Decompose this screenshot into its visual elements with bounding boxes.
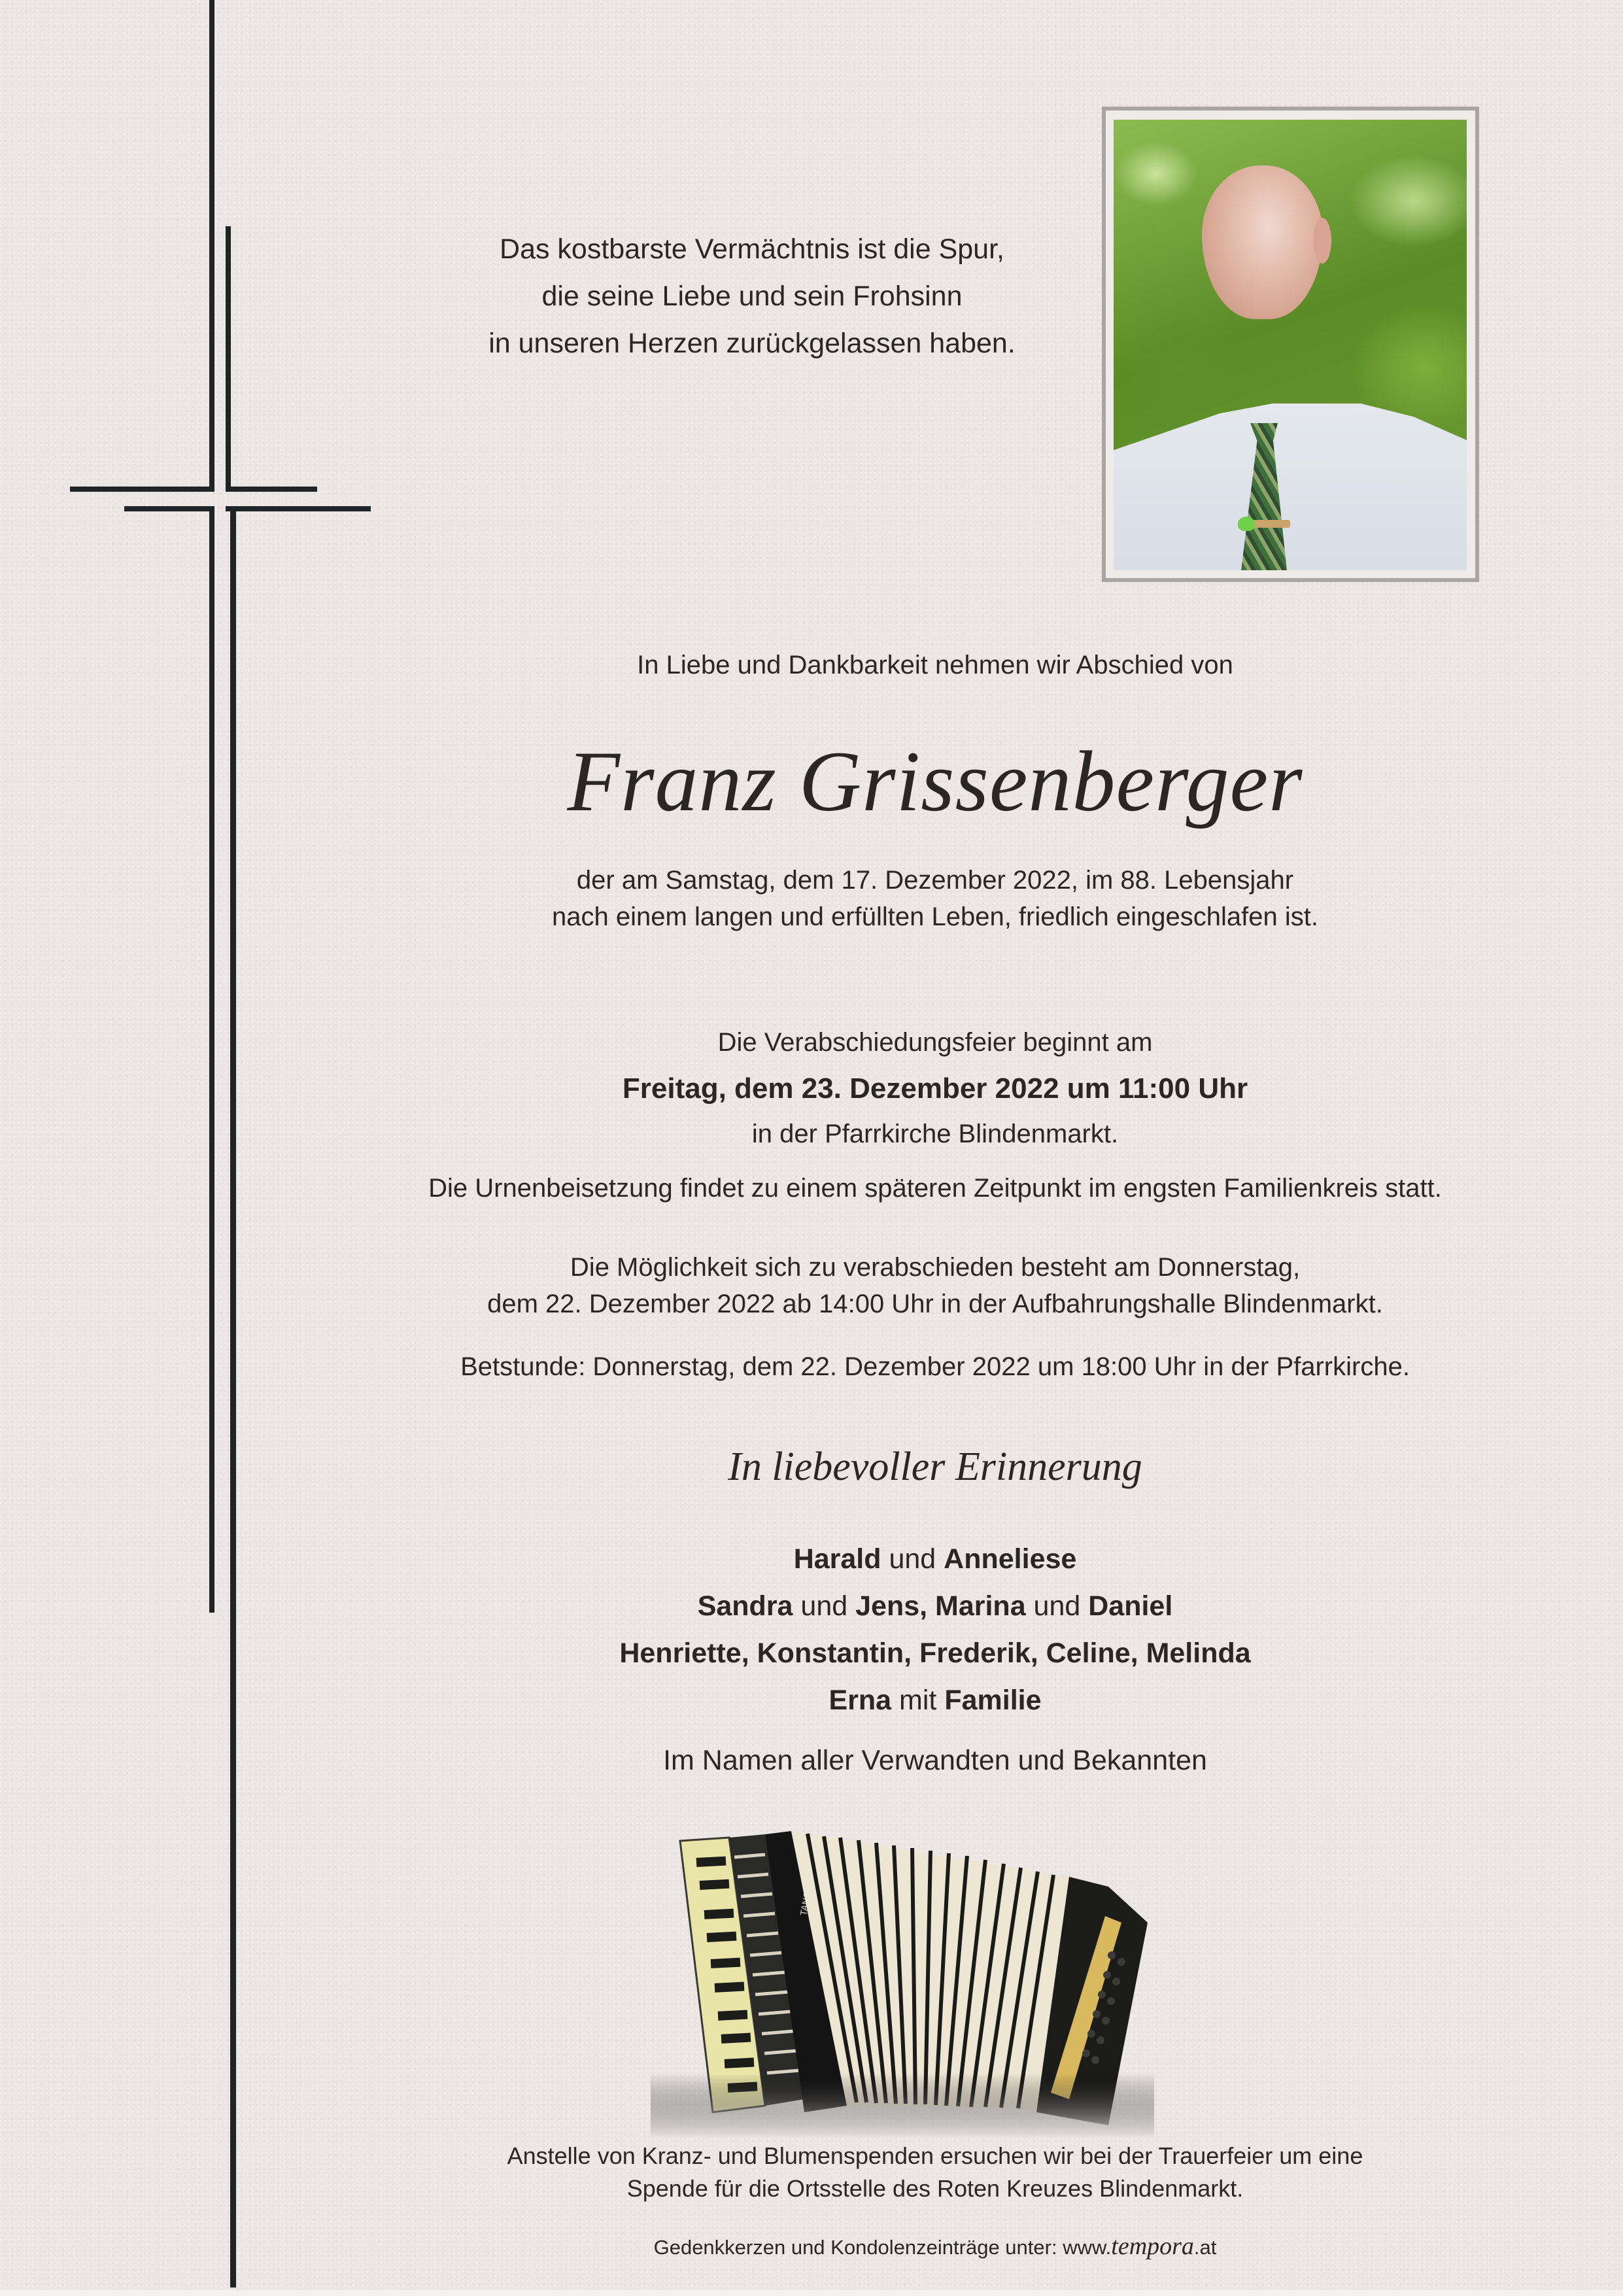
memory-heading: In liebevoller Erinnerung: [728, 1445, 1142, 1489]
mourner-line: [216, 1677, 1623, 1724]
donation-line: Anstelle von Kranz- und Blumenspenden ersuchen wir bei der Trauerfeier um eine: [507, 2142, 1363, 2169]
viewing-line: dem 22. Dezember 2022 ab 14:00 Uhr in der Aufbahrungshalle Blindenmarkt.: [487, 1290, 1383, 1318]
cross-stroke: [226, 226, 231, 492]
heart-pin-icon: [1238, 517, 1255, 531]
motto: [262, 226, 1242, 367]
mourner-connector: und: [793, 1590, 856, 1622]
footer-note: [216, 2232, 1623, 2261]
urn-burial-notice: Die Urnenbeisetzung findet zu einem späteren Zeitpunkt im engsten Familienkreis statt.: [428, 1174, 1442, 1203]
cross-stroke: [70, 487, 214, 492]
footer-prefix: Gedenkkerzen und Kondolenzeinträge unter: www.: [653, 2236, 1112, 2259]
mourner-name: Henriette, Konstantin, Frederik, Celine, Melinda: [619, 1637, 1251, 1669]
ceremony-intro: Die Verabschiedungsfeier beginnt am: [717, 1028, 1153, 1057]
death-line: nach einem langen und erfüllten Leben, friedlich eingeschlafen ist.: [552, 902, 1318, 931]
mourner-name: Erna: [829, 1685, 892, 1716]
photo-ear: [1313, 218, 1331, 264]
relatives-line: Im Namen aller Verwandten und Bekannten: [663, 1745, 1207, 1776]
mourner-name: Sandra: [697, 1590, 793, 1622]
accordion-image: [651, 1811, 1154, 2138]
death-line: der am Samstag, dem 17. Dezember 2022, im 88. Lebensjahr: [576, 866, 1294, 895]
cross-stroke: [124, 506, 214, 511]
footer-suffix: .at: [1193, 2236, 1217, 2259]
cross-stroke: [209, 0, 214, 492]
tempora-logo[interactable]: tempora: [1111, 2233, 1194, 2260]
mourner-name: Jens, Marina: [855, 1590, 1026, 1622]
viewing-line: Die Möglichkeit sich zu verabschieden besteht am Donnerstag,: [570, 1253, 1301, 1282]
ceremony-place: in der Pfarrkirche Blindenmarkt.: [751, 1120, 1119, 1148]
mourner-name: Anneliese: [944, 1543, 1077, 1575]
viewing-notice: [216, 1249, 1623, 1322]
mourner-line: [216, 1535, 1623, 1583]
death-notice: [216, 862, 1623, 935]
deceased-name: Franz Grissenberger: [567, 733, 1303, 829]
mourner-connector: und: [881, 1543, 944, 1575]
mourner-connector: und: [1025, 1590, 1089, 1622]
prayer-notice: Betstunde: Donnerstag, dem 22. Dezember 2022 um 18:00 Uhr in der Pfarrkirche.: [460, 1352, 1410, 1381]
cross-stroke: [209, 506, 214, 1613]
donation-request: [216, 2140, 1623, 2205]
cross-stroke: [226, 506, 371, 511]
mourners-list: [216, 1535, 1623, 1724]
mourner-line: [216, 1583, 1623, 1630]
paper-edge: [0, 2290, 1623, 2296]
photo-shirt: [1114, 403, 1467, 570]
announcement-intro: In Liebe und Dankbarkeit nehmen wir Abschied von: [637, 651, 1233, 679]
mourner-name: Daniel: [1088, 1590, 1173, 1622]
motto-line: die seine Liebe und sein Frohsinn: [541, 281, 963, 312]
mourner-name: Familie: [944, 1685, 1042, 1716]
motto-line: in unseren Herzen zurückgelassen haben.: [488, 328, 1016, 359]
donation-line: Spende für die Ortsstelle des Roten Kreuzes Blindenmarkt.: [626, 2175, 1244, 2202]
mourner-name: Harald: [793, 1543, 881, 1575]
cross-stroke: [226, 487, 317, 492]
mourner-connector: mit: [891, 1685, 945, 1716]
motto-line: Das kostbarste Vermächtnis ist die Spur,: [500, 233, 1004, 265]
ceremony-date: Freitag, dem 23. Dezember 2022 um 11:00 Uhr: [622, 1072, 1248, 1105]
mourner-line: [216, 1630, 1623, 1677]
